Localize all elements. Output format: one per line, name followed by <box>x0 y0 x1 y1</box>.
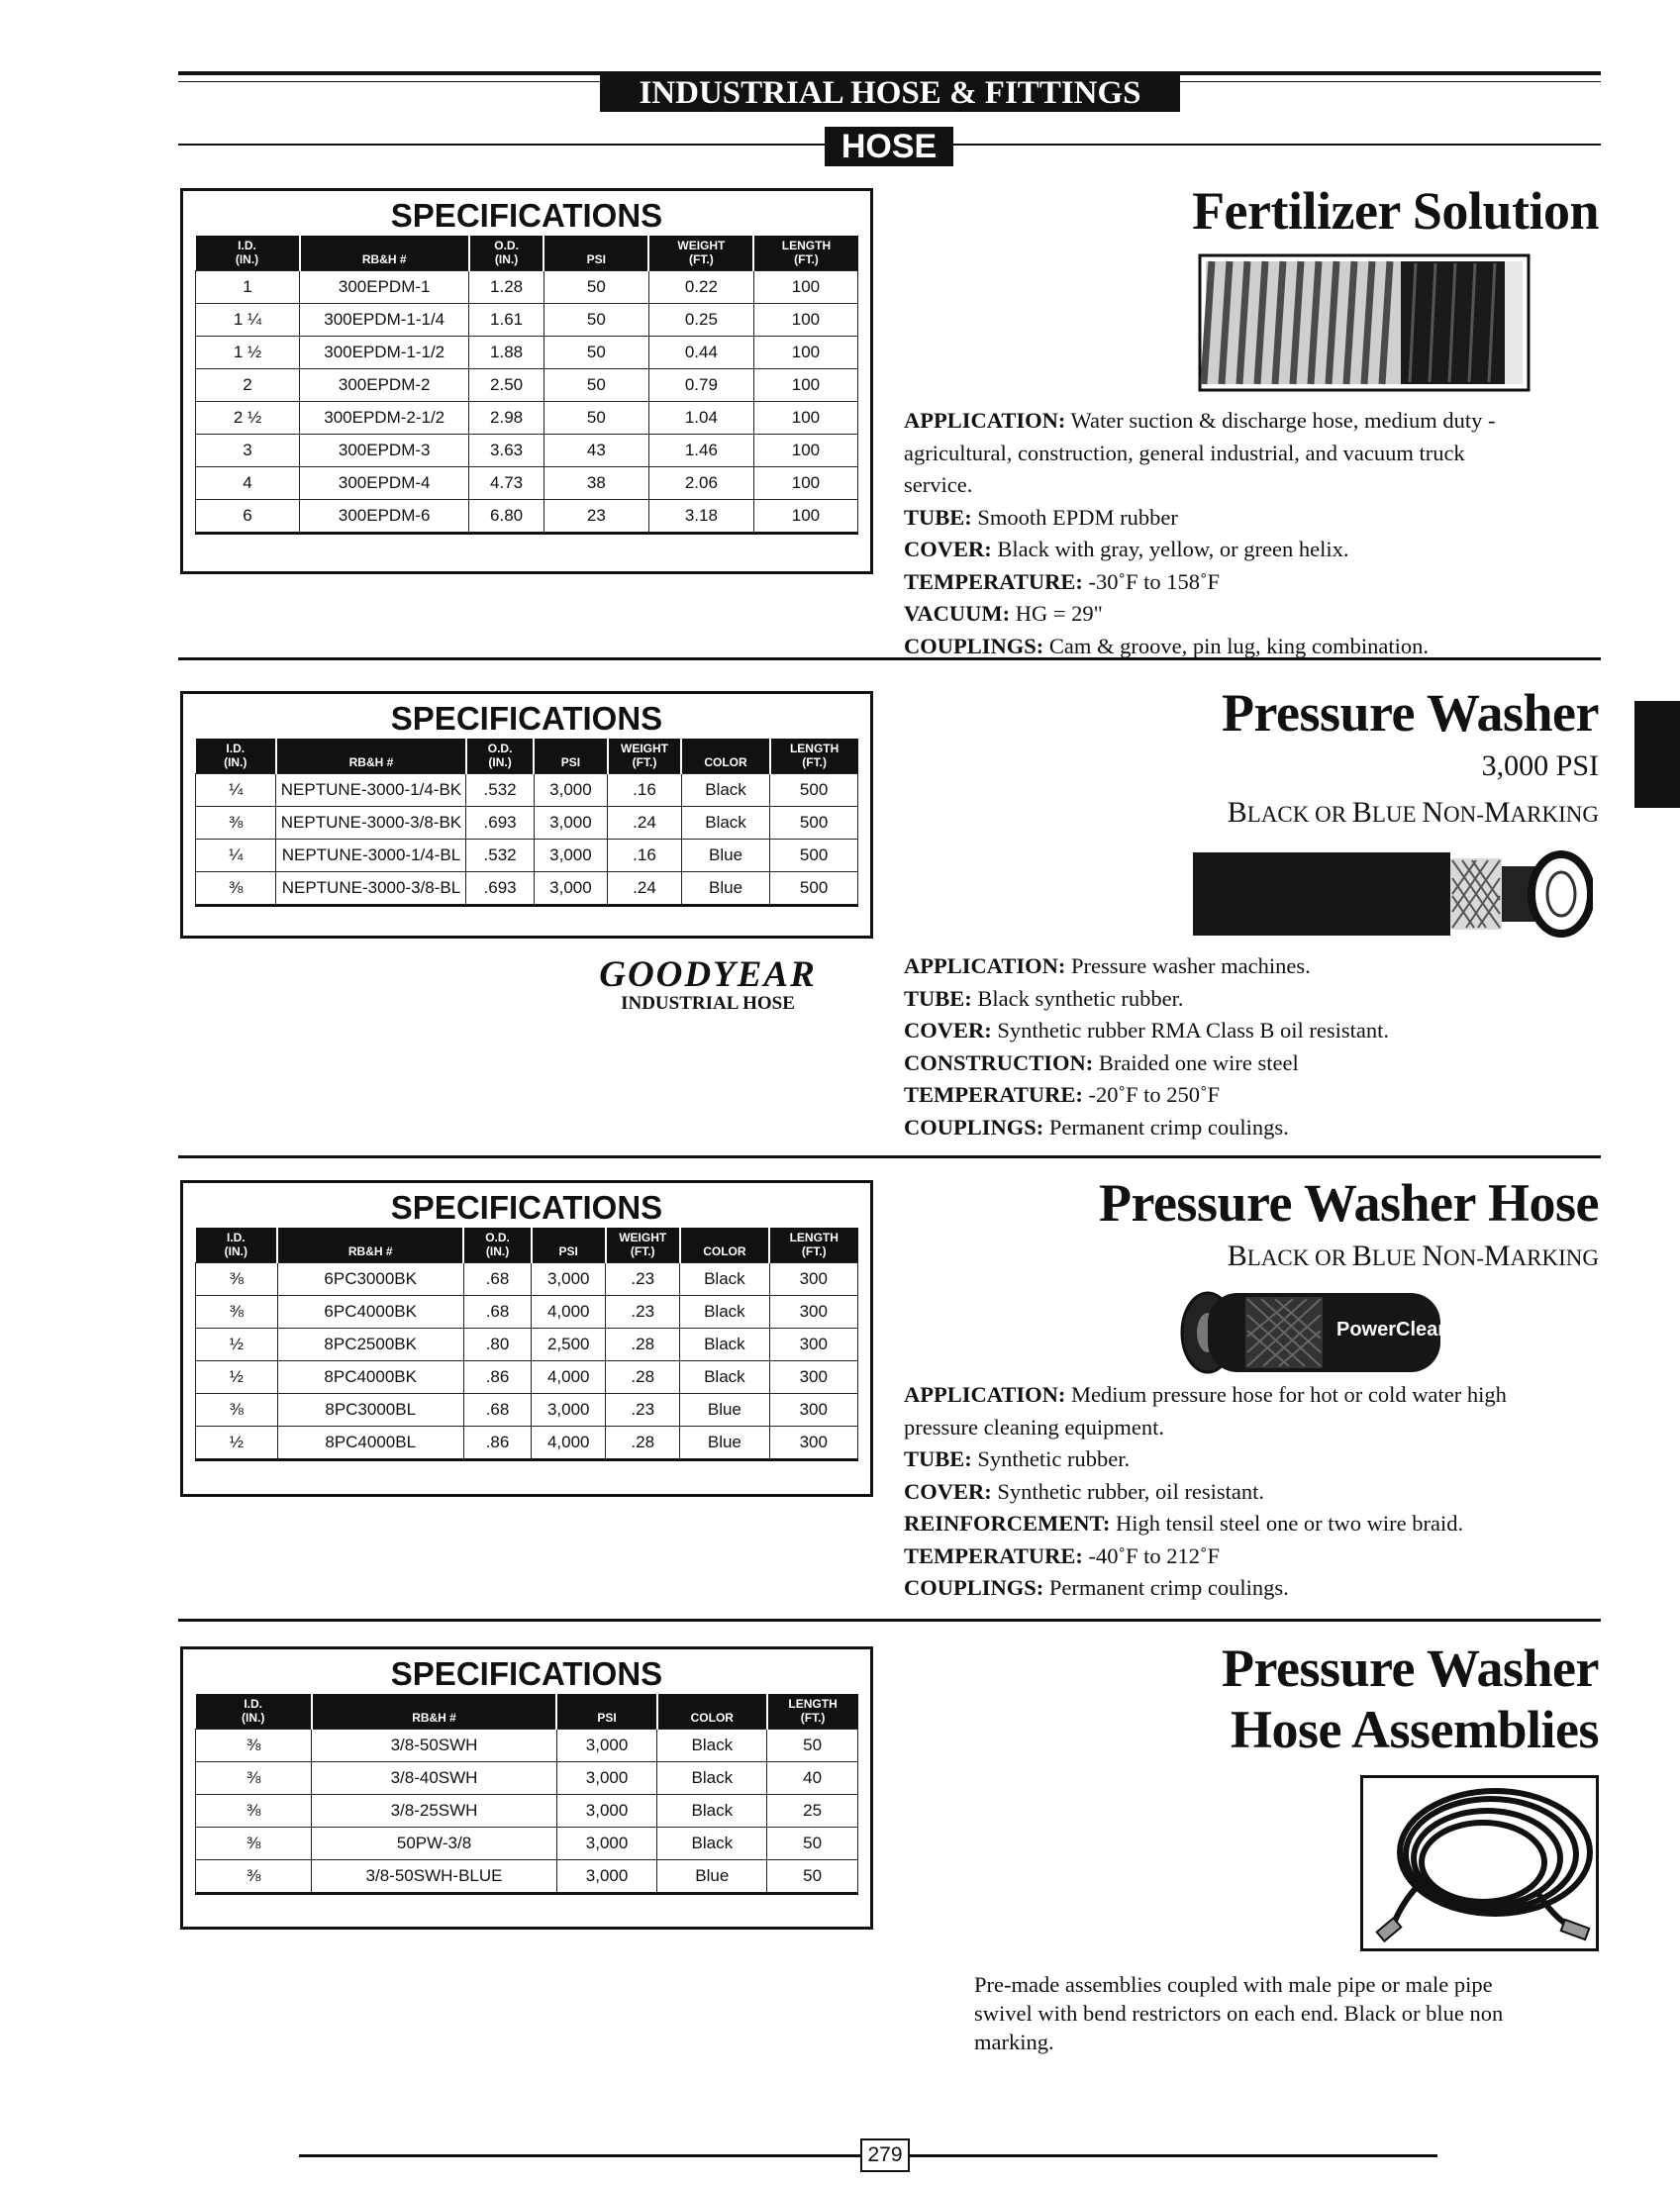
table-cell: 1.46 <box>648 435 753 467</box>
detail-line <box>904 1476 1537 1509</box>
table-cell: NEPTUNE-3000-1/4-BK <box>276 774 466 807</box>
detail-line <box>904 1015 1537 1047</box>
table-cell: 100 <box>753 271 857 304</box>
table-row <box>196 807 858 840</box>
table-cell: 100 <box>753 369 857 402</box>
table-cell: 8PC4000BL <box>277 1427 463 1460</box>
spec-title: SPECIFICATIONS <box>390 700 663 737</box>
table-cell: NEPTUNE-3000-1/4-BL <box>276 840 466 872</box>
table-cell: Blue <box>680 1394 769 1427</box>
table-cell: 23 <box>544 500 648 534</box>
col-od: O.D. (IN.) <box>463 1228 531 1263</box>
table-cell: .16 <box>608 774 682 807</box>
col-psi: PSI <box>544 236 648 271</box>
table-row <box>196 337 858 369</box>
section-divider-3 <box>178 1619 1601 1622</box>
table-cell: 3 <box>196 435 300 467</box>
table-row <box>196 1795 858 1828</box>
table-cell: 0.79 <box>648 369 753 402</box>
section-side-tab <box>1634 701 1680 808</box>
table-cell: 300EPDM-2-1/2 <box>300 402 469 435</box>
table-cell: 3,000 <box>556 1828 657 1860</box>
table-cell: 300 <box>769 1296 858 1329</box>
detail-label: APPLICATION: <box>904 1382 1066 1407</box>
table-cell: 0.44 <box>648 337 753 369</box>
product-subtitle-pressure-washer-hose: BLACK OR BLUE NON-MARKING <box>1227 1240 1599 1272</box>
detail-text: Black with gray, yellow, or green helix. <box>991 537 1349 561</box>
table-cell: 2.50 <box>469 369 544 402</box>
detail-label: APPLICATION: <box>904 408 1066 433</box>
table-cell: Black <box>657 1828 767 1860</box>
detail-line <box>904 1379 1537 1443</box>
detail-line <box>904 1508 1537 1540</box>
fertilizer-hose-image <box>1198 253 1531 392</box>
table-cell: 3,000 <box>534 807 607 840</box>
section-divider-1 <box>178 657 1601 660</box>
detail-label: TUBE: <box>904 504 972 530</box>
spec-table-pressure-washer <box>195 739 858 907</box>
table-cell: 3,000 <box>556 1730 657 1762</box>
detail-text: High tensil steel one or two wire braid. <box>1110 1511 1464 1536</box>
goodyear-tagline: INDUSTRIAL HOSE <box>621 993 795 1014</box>
table-cell: ½ <box>196 1427 278 1460</box>
table-row <box>196 1860 858 1894</box>
spec-title: SPECIFICATIONS <box>390 1189 663 1226</box>
product-title-pressure-washer-hose: Pressure Washer Hose <box>1098 1173 1599 1233</box>
detail-text: Permanent crimp coulings. <box>1043 1114 1289 1140</box>
table-cell: 300EPDM-1-1/4 <box>300 304 469 337</box>
product-subtitle-pressure-washer: BLACK OR BLUE NON-MARKING <box>1227 796 1599 829</box>
table-cell: 1.88 <box>469 337 544 369</box>
table-cell: Black <box>657 1730 767 1762</box>
table-cell: 300 <box>769 1427 858 1460</box>
table-cell: .86 <box>463 1427 531 1460</box>
detail-text: Synthetic rubber RMA Class B oil resistant. <box>991 1018 1389 1043</box>
table-cell: Black <box>681 807 769 840</box>
table-cell: .86 <box>463 1361 531 1394</box>
table-cell: .16 <box>608 840 682 872</box>
table-cell: 50 <box>544 369 648 402</box>
table-row <box>196 304 858 337</box>
detail-text: HG = 29" <box>1010 601 1103 626</box>
spec-title: SPECIFICATIONS <box>390 1655 663 1692</box>
spec-title: SPECIFICATIONS <box>390 197 663 234</box>
col-color: COLOR <box>657 1694 767 1730</box>
table-cell: 6PC3000BK <box>277 1263 463 1296</box>
col-length: LENGTH (FT.) <box>769 1228 858 1263</box>
table-cell: 300EPDM-6 <box>300 500 469 534</box>
table-cell: 100 <box>753 435 857 467</box>
detail-line <box>904 1572 1537 1605</box>
detail-label: COVER: <box>904 537 992 561</box>
detail-text: Braided one wire steel <box>1093 1049 1299 1075</box>
table-cell: 3/8-50SWH-BLUE <box>312 1860 556 1894</box>
col-length: LENGTH (FT.) <box>753 236 857 271</box>
spec-table-hose-assemblies <box>195 1694 858 1895</box>
table-cell: .28 <box>606 1361 680 1394</box>
detail-text: -40˚F to 212˚F <box>1082 1542 1220 1568</box>
table-cell: ½ <box>196 1329 278 1361</box>
table-cell: 3,000 <box>556 1795 657 1828</box>
table-cell: 8PC2500BK <box>277 1329 463 1361</box>
detail-line <box>904 1079 1537 1112</box>
detail-label: TEMPERATURE: <box>904 1542 1083 1568</box>
table-cell: .23 <box>606 1263 680 1296</box>
col-rbh: RB&H # <box>300 236 469 271</box>
details-pressure-washer <box>904 950 1537 1143</box>
table-cell: 8PC4000BK <box>277 1361 463 1394</box>
table-cell: 8PC3000BL <box>277 1394 463 1427</box>
table-cell: .532 <box>466 774 534 807</box>
table-cell: 3,000 <box>556 1860 657 1894</box>
table-cell: .24 <box>608 807 682 840</box>
table-cell: 50 <box>767 1860 858 1894</box>
col-id: I.D. (IN.) <box>196 236 300 271</box>
table-row <box>196 402 858 435</box>
table-cell: 300 <box>769 1394 858 1427</box>
pressure-washer-hose-image <box>1193 848 1593 940</box>
col-color: COLOR <box>680 1228 769 1263</box>
table-cell: ⅜ <box>196 1730 312 1762</box>
table-cell: 3/8-50SWH <box>312 1730 556 1762</box>
table-row <box>196 1263 858 1296</box>
table-cell: ⅜ <box>196 1860 312 1894</box>
col-rbh: RB&H # <box>277 1228 463 1263</box>
table-cell: 50 <box>767 1730 858 1762</box>
detail-label: COUPLINGS: <box>904 1114 1044 1140</box>
table-cell: 3/8-40SWH <box>312 1762 556 1795</box>
table-cell: 100 <box>753 304 857 337</box>
table-cell: 3,000 <box>556 1762 657 1795</box>
detail-line <box>904 983 1537 1016</box>
table-cell: Black <box>657 1762 767 1795</box>
table-cell: 50 <box>544 271 648 304</box>
detail-line <box>904 950 1537 983</box>
detail-label: APPLICATION: <box>904 953 1066 978</box>
header-banner: INDUSTRIAL HOSE & FITTINGS <box>600 74 1180 112</box>
detail-label: COUPLINGS: <box>904 633 1044 658</box>
detail-line <box>904 534 1537 566</box>
col-length: LENGTH (FT.) <box>770 739 858 774</box>
table-row <box>196 271 858 304</box>
table-cell: 3,000 <box>534 774 607 807</box>
detail-line <box>904 566 1537 599</box>
table-cell: Blue <box>681 872 769 906</box>
hose-assembly-image <box>1360 1775 1599 1951</box>
detail-text: Water suction & discharge hose, medium duty - agricultural, construction, general industrial, and vacuum truck service. <box>904 408 1496 497</box>
table-cell: 6.80 <box>469 500 544 534</box>
table-cell: Black <box>680 1296 769 1329</box>
power-clean-hose-image <box>1178 1291 1450 1374</box>
detail-line <box>904 502 1537 535</box>
spec-table-pressure-washer-hose <box>195 1228 858 1461</box>
table-cell: Black <box>681 774 769 807</box>
detail-line <box>904 1047 1537 1080</box>
col-psi: PSI <box>534 739 607 774</box>
table-cell: ⅜ <box>196 1263 278 1296</box>
table-cell: 2,500 <box>532 1329 606 1361</box>
table-cell: 43 <box>544 435 648 467</box>
detail-label: CONSTRUCTION: <box>904 1049 1094 1075</box>
detail-label: VACUUM: <box>904 601 1011 626</box>
table-cell: 500 <box>770 872 858 906</box>
table-cell: Black <box>657 1795 767 1828</box>
table-row <box>196 1394 858 1427</box>
detail-label: COVER: <box>904 1018 992 1043</box>
table-cell: ¼ <box>196 774 276 807</box>
table-cell: 50 <box>767 1828 858 1860</box>
spec-box-pressure-washer <box>180 691 873 939</box>
table-row <box>196 1296 858 1329</box>
table-cell: 6 <box>196 500 300 534</box>
detail-text: Smooth EPDM rubber <box>971 504 1178 530</box>
table-cell: Blue <box>680 1427 769 1460</box>
table-row <box>196 840 858 872</box>
table-cell: .693 <box>466 807 534 840</box>
table-cell: 3,000 <box>532 1394 606 1427</box>
product-title-fertilizer: Fertilizer Solution <box>1192 181 1599 241</box>
table-cell: 3.18 <box>648 500 753 534</box>
table-cell: ⅜ <box>196 1828 312 1860</box>
table-cell: ⅜ <box>196 1394 278 1427</box>
table-cell: 4,000 <box>532 1296 606 1329</box>
col-length: LENGTH (FT.) <box>767 1694 858 1730</box>
details-fertilizer <box>904 405 1537 662</box>
table-cell: 4,000 <box>532 1427 606 1460</box>
table-cell: 3,000 <box>534 840 607 872</box>
table-row <box>196 1427 858 1460</box>
col-id: I.D. (IN.) <box>196 1228 278 1263</box>
table-cell: 500 <box>770 807 858 840</box>
detail-text: Medium pressure hose for hot or cold water high pressure cleaning equipment. <box>904 1382 1507 1440</box>
spec-box-pressure-washer-hose <box>180 1180 873 1497</box>
table-row <box>196 1762 858 1795</box>
table-row <box>196 1828 858 1860</box>
table-cell: .80 <box>463 1329 531 1361</box>
table-cell: .68 <box>463 1394 531 1427</box>
table-cell: 2 <box>196 369 300 402</box>
table-row <box>196 1361 858 1394</box>
detail-line <box>904 405 1537 502</box>
detail-line <box>904 1443 1537 1476</box>
table-cell: 50 <box>544 304 648 337</box>
table-row <box>196 369 858 402</box>
powerclean-print: PowerClean <box>1336 1319 1450 1341</box>
table-cell: 500 <box>770 840 858 872</box>
col-weight: WEIGHT (FT.) <box>608 739 682 774</box>
table-cell: ⅜ <box>196 1795 312 1828</box>
detail-label: TUBE: <box>904 985 972 1011</box>
description-hose-assemblies: Pre-made assemblies coupled with male pipe or male pipe swivel with bend restrictors on each end. Black or blue non marking. <box>974 1972 1504 2054</box>
table-cell: ⅜ <box>196 1762 312 1795</box>
table-cell: 1 ½ <box>196 337 300 369</box>
table-cell: 2.98 <box>469 402 544 435</box>
table-cell: 1 <box>196 271 300 304</box>
table-cell: 1 ¼ <box>196 304 300 337</box>
detail-label: TEMPERATURE: <box>904 568 1083 594</box>
table-cell: 300 <box>769 1361 858 1394</box>
table-cell: 4.73 <box>469 467 544 500</box>
section-label: HOSE <box>825 127 953 166</box>
detail-line <box>904 598 1537 631</box>
table-cell: 300EPDM-1 <box>300 271 469 304</box>
table-cell: 2 ½ <box>196 402 300 435</box>
table-row <box>196 1730 858 1762</box>
table-cell: 3,000 <box>532 1263 606 1296</box>
table-cell: .532 <box>466 840 534 872</box>
table-cell: .68 <box>463 1296 531 1329</box>
table-cell: ½ <box>196 1361 278 1394</box>
table-cell: 25 <box>767 1795 858 1828</box>
detail-text: Black synthetic rubber. <box>971 985 1184 1011</box>
detail-label: REINFORCEMENT: <box>904 1511 1111 1536</box>
table-cell: 100 <box>753 402 857 435</box>
detail-label: TEMPERATURE: <box>904 1082 1083 1107</box>
table-cell: .68 <box>463 1263 531 1296</box>
detail-text: Synthetic rubber. <box>971 1446 1131 1471</box>
col-od: O.D. (IN.) <box>469 236 544 271</box>
table-cell: 4,000 <box>532 1361 606 1394</box>
product-title-hose-assemblies-2: Hose Assemblies <box>1230 1700 1599 1759</box>
detail-label: COUPLINGS: <box>904 1575 1044 1600</box>
table-cell: Black <box>680 1361 769 1394</box>
table-row <box>196 1329 858 1361</box>
goodyear-logo <box>586 956 830 1014</box>
product-title-hose-assemblies-1: Pressure Washer <box>1222 1639 1599 1698</box>
col-color: COLOR <box>681 739 769 774</box>
table-cell: 40 <box>767 1762 858 1795</box>
detail-text: Synthetic rubber, oil resistant. <box>991 1478 1265 1504</box>
table-cell: 300EPDM-3 <box>300 435 469 467</box>
detail-text: -30˚F to 158˚F <box>1082 568 1220 594</box>
col-id: I.D. (IN.) <box>196 739 276 774</box>
col-id: I.D. (IN.) <box>196 1694 312 1730</box>
table-cell: 1.04 <box>648 402 753 435</box>
table-row <box>196 872 858 906</box>
table-cell: 3,000 <box>534 872 607 906</box>
table-cell: 300EPDM-2 <box>300 369 469 402</box>
table-cell: 1.61 <box>469 304 544 337</box>
table-cell: ⅜ <box>196 807 276 840</box>
spec-box-fertilizer <box>180 188 873 574</box>
table-cell: 2.06 <box>648 467 753 500</box>
col-od: O.D. (IN.) <box>466 739 534 774</box>
details-pressure-washer-hose <box>904 1379 1537 1605</box>
table-cell: .28 <box>606 1427 680 1460</box>
col-weight: WEIGHT (FT.) <box>606 1228 680 1263</box>
table-cell: .23 <box>606 1394 680 1427</box>
table-cell: Black <box>680 1329 769 1361</box>
product-psi-pressure-washer: 3,000 PSI <box>1481 749 1599 782</box>
detail-text: -20˚F to 250˚F <box>1082 1082 1220 1107</box>
table-cell: 3.63 <box>469 435 544 467</box>
table-cell: Black <box>680 1263 769 1296</box>
goodyear-brand: GOODYEAR <box>599 954 817 995</box>
spec-table-fertilizer <box>195 236 858 535</box>
table-cell: Blue <box>681 840 769 872</box>
col-weight: WEIGHT (FT.) <box>648 236 753 271</box>
product-title-pressure-washer: Pressure Washer <box>1222 683 1599 743</box>
table-cell: 100 <box>753 500 857 534</box>
table-cell: 4 <box>196 467 300 500</box>
table-cell: .28 <box>606 1329 680 1361</box>
col-rbh: RB&H # <box>276 739 466 774</box>
table-row <box>196 467 858 500</box>
spec-box-hose-assemblies <box>180 1646 873 1930</box>
table-cell: .23 <box>606 1296 680 1329</box>
table-cell: .24 <box>608 872 682 906</box>
table-cell: .693 <box>466 872 534 906</box>
table-cell: ¼ <box>196 840 276 872</box>
section-divider-2 <box>178 1155 1601 1158</box>
detail-label: TUBE: <box>904 1446 972 1471</box>
table-row <box>196 500 858 534</box>
table-cell: 300 <box>769 1329 858 1361</box>
table-cell: 38 <box>544 467 648 500</box>
table-cell: 3/8-25SWH <box>312 1795 556 1828</box>
table-cell: 300EPDM-1-1/2 <box>300 337 469 369</box>
detail-text: Permanent crimp coulings. <box>1043 1575 1289 1600</box>
detail-text: Cam & groove, pin lug, king combination. <box>1043 633 1429 658</box>
table-cell: 50PW-3/8 <box>312 1828 556 1860</box>
table-cell: 100 <box>753 467 857 500</box>
detail-text: Pressure washer machines. <box>1065 953 1311 978</box>
table-cell: 500 <box>770 774 858 807</box>
page-number: 279 <box>860 2138 910 2172</box>
table-cell: 50 <box>544 337 648 369</box>
table-cell: NEPTUNE-3000-3/8-BL <box>276 872 466 906</box>
table-cell: 300 <box>769 1263 858 1296</box>
table-cell: 100 <box>753 337 857 369</box>
col-psi: PSI <box>556 1694 657 1730</box>
detail-line <box>904 1112 1537 1144</box>
table-row <box>196 435 858 467</box>
detail-label: COVER: <box>904 1478 992 1504</box>
table-cell: 300EPDM-4 <box>300 467 469 500</box>
table-row <box>196 774 858 807</box>
table-cell: Blue <box>657 1860 767 1894</box>
detail-line <box>904 1540 1537 1573</box>
col-rbh: RB&H # <box>312 1694 556 1730</box>
table-cell: 50 <box>544 402 648 435</box>
table-cell: 6PC4000BK <box>277 1296 463 1329</box>
table-cell: ⅜ <box>196 1296 278 1329</box>
col-psi: PSI <box>532 1228 606 1263</box>
table-cell: 0.25 <box>648 304 753 337</box>
table-cell: 0.22 <box>648 271 753 304</box>
table-cell: NEPTUNE-3000-3/8-BK <box>276 807 466 840</box>
table-cell: ⅜ <box>196 872 276 906</box>
table-cell: 1.28 <box>469 271 544 304</box>
